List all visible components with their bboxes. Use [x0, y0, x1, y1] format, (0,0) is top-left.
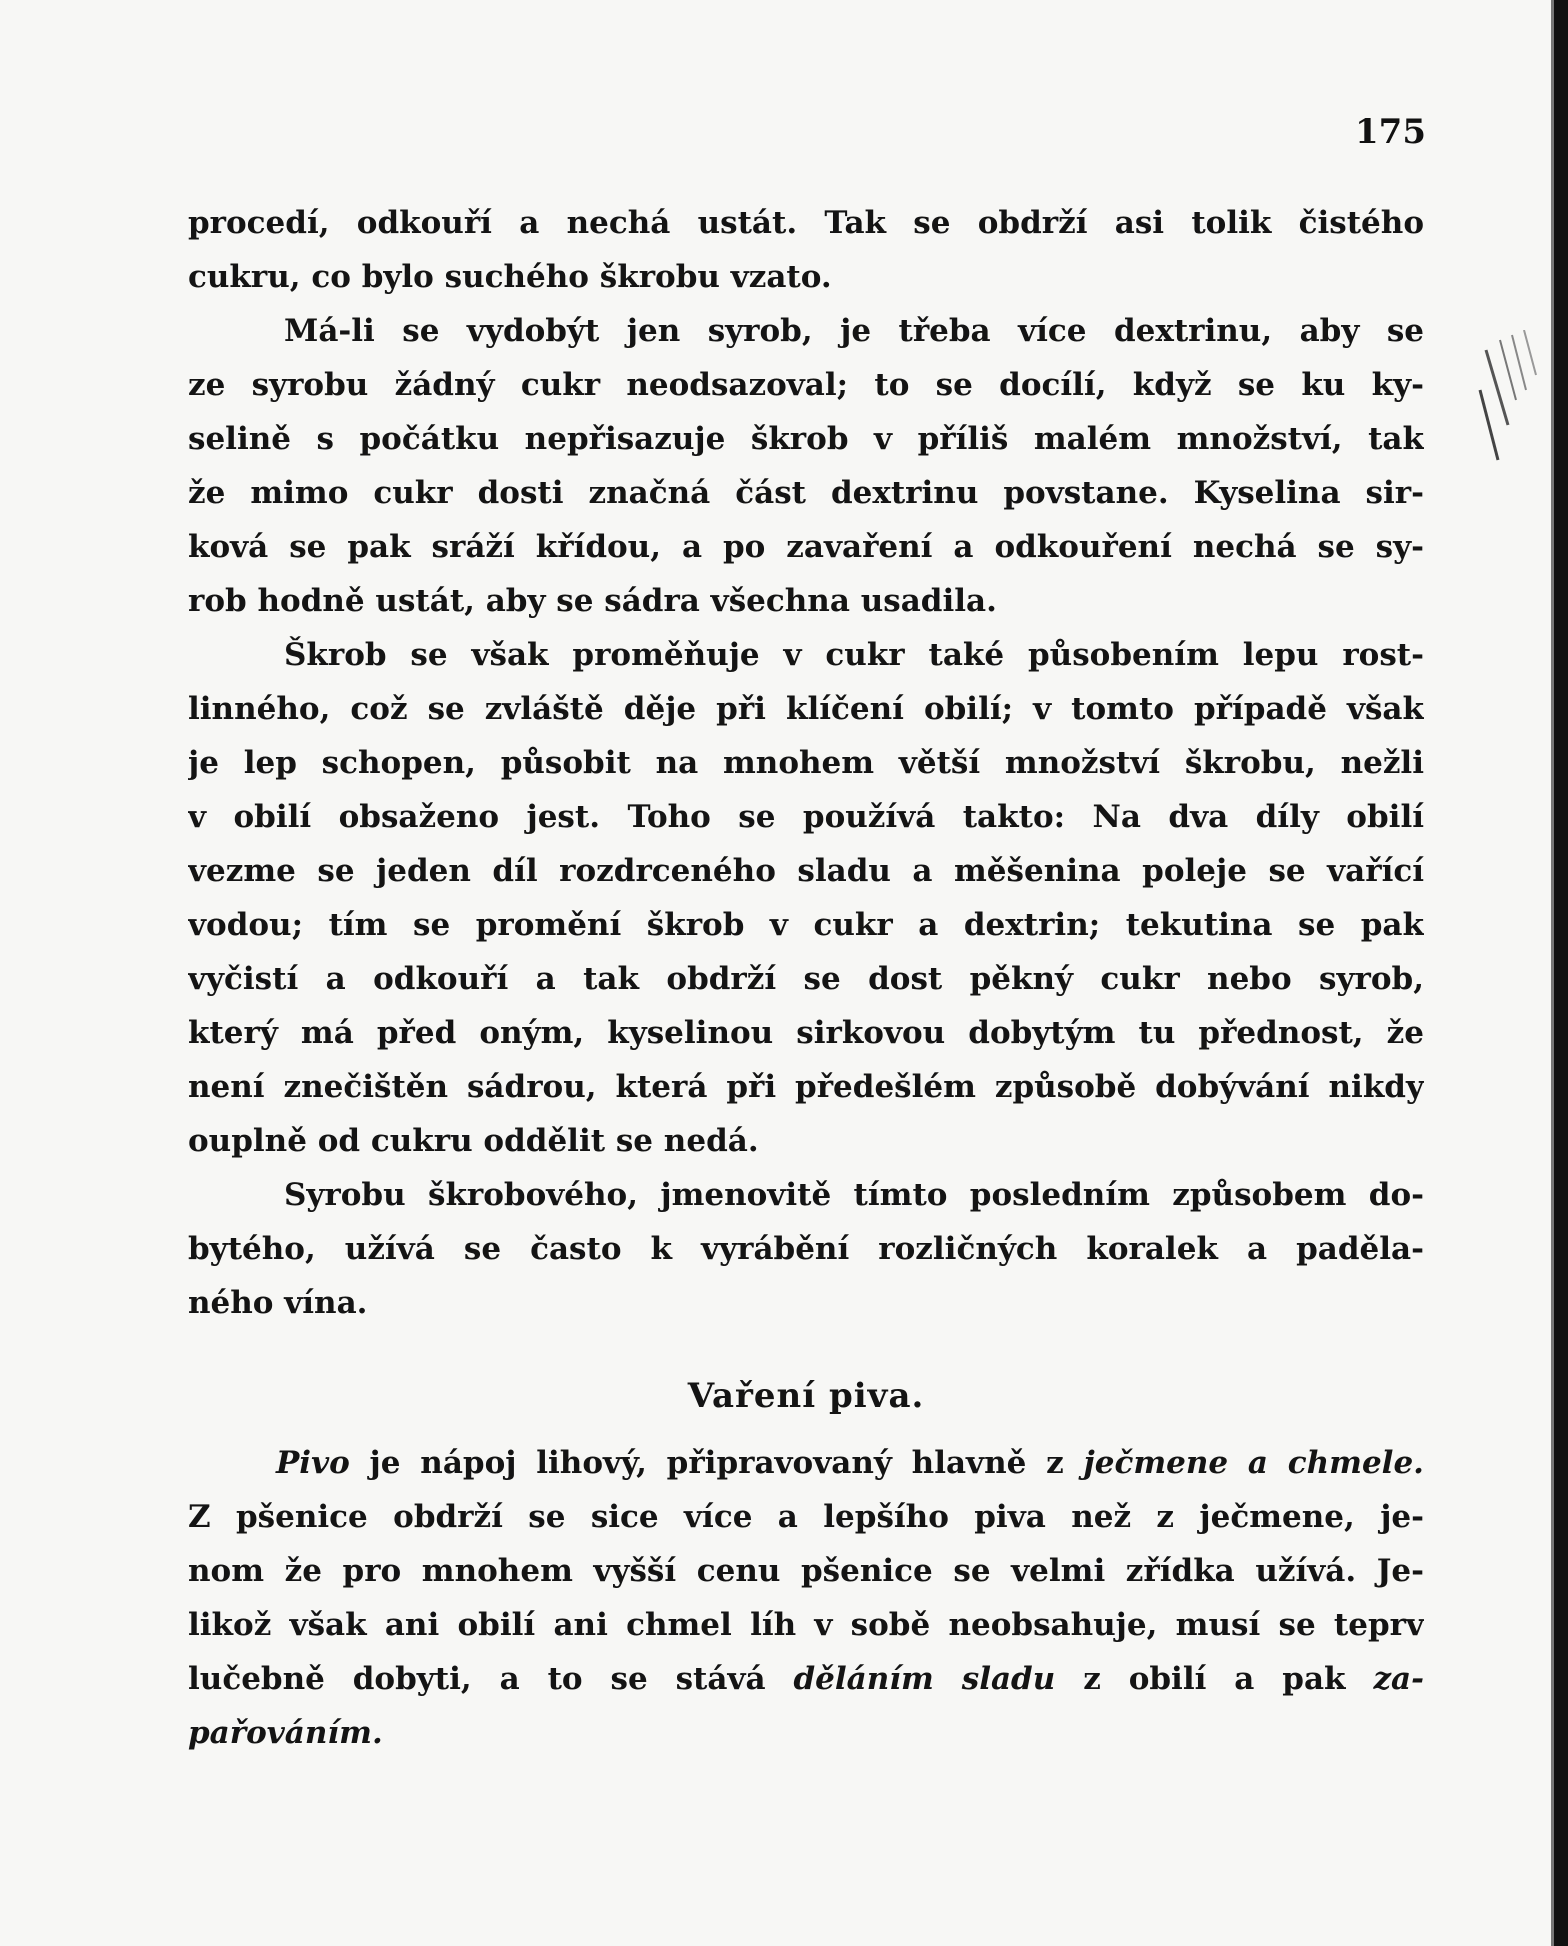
page-number: 175 [1355, 112, 1426, 152]
text-line: selině s počátku nepřisazuje škrob v příliš malém množství, tak [188, 421, 1424, 457]
text-line: Syrobu škrobového, jmenovitě tímto posledním způsobem do- [284, 1177, 1424, 1213]
term-italic: ječmene a chmele. [1083, 1445, 1424, 1481]
text-line: vodou; tím se promění škrob v cukr a dextrin; tekutina se pak [188, 907, 1424, 943]
paragraph [188, 304, 1424, 628]
text-line: ková se pak sráží křídou, a po zavaření a odkouření nechá se sy- [188, 529, 1424, 565]
text-line: je lep schopen, působit na mnohem větší množství škrobu, nežli [188, 745, 1424, 781]
text-span: lučebně dobyti, a to se stává [188, 1661, 794, 1697]
paragraph [188, 196, 1424, 304]
text-line: rob hodně ustát, aby se sádra všechna usadila. [188, 583, 997, 619]
text-line: ze syrobu žádný cukr neodsazoval; to se docílí, když se ku ky- [188, 367, 1424, 403]
body-text [188, 196, 1424, 1760]
text-line: vezme se jeden díl rozdrceného sladu a měšenina poleje se vařící [188, 853, 1424, 889]
text-span: je nápoj lihový, připravovaný hlavně z [349, 1445, 1084, 1481]
text-line: Z pšenice obdrží se sice více a lepšího piva než z ječmene, je- [188, 1499, 1424, 1535]
text-line: ouplně od cukru oddělit se nedá. [188, 1123, 759, 1159]
page-edge [1554, 0, 1568, 1946]
text-line: Má-li se vydobýt jen syrob, je třeba více dextrinu, aby se [284, 313, 1424, 349]
text-line: nom že pro mnohem vyšší cenu pšenice se velmi zřídka užívá. Je- [188, 1553, 1424, 1589]
paragraph [188, 628, 1424, 1168]
text-line: Škrob se však proměňuje v cukr také působením lepu rost- [284, 637, 1424, 673]
spacer [188, 1330, 1424, 1366]
text-line: linného, což se zvláště děje při klíčení obilí; v tomto případě však [188, 691, 1424, 727]
text-line [188, 1652, 1424, 1706]
text-line [188, 1706, 1424, 1760]
text-line: který má před oným, kyselinou sirkovou dobytým tu přednost, že [188, 1015, 1424, 1051]
text-line: cukru, co bylo suchého škrobu vzato. [188, 259, 832, 295]
text-line: procedí, odkouří a nechá ustát. Tak se obdrží asi tolik čistého [188, 205, 1424, 241]
text-line: v obilí obsaženo jest. Toho se používá takto: Na dva díly obilí [188, 799, 1424, 835]
paragraph [188, 1436, 1424, 1760]
section-heading: Vaření piva. [687, 1376, 925, 1416]
text-line: že mimo cukr dosti značná část dextrinu povstane. Kyselina sir- [188, 475, 1424, 511]
spacer [188, 1426, 1424, 1436]
text-line: bytého, užívá se často k vyrábění rozličných koralek a paděla- [188, 1231, 1424, 1267]
text-line: vyčistí a odkouří a tak obdrží se dost pěkný cukr nebo syrob, [188, 961, 1424, 997]
text-span: z obilí a pak [1055, 1661, 1374, 1697]
term-italic: Pivo [276, 1445, 350, 1481]
term-italic: děláním sladu [793, 1661, 1056, 1697]
text-line: ného vína. [188, 1285, 368, 1321]
paragraph [188, 1168, 1424, 1330]
term-italic: pařováním. [188, 1715, 383, 1751]
term-italic: za- [1373, 1661, 1424, 1697]
margin-marks [1478, 330, 1548, 470]
text-line: likož však ani obilí ani chmel líh v sobě neobsahuje, musí se teprv [188, 1607, 1424, 1643]
text-line: není znečištěn sádrou, která při předešlém způsobě dobývání nikdy [188, 1069, 1424, 1105]
text-line [188, 1436, 1424, 1490]
